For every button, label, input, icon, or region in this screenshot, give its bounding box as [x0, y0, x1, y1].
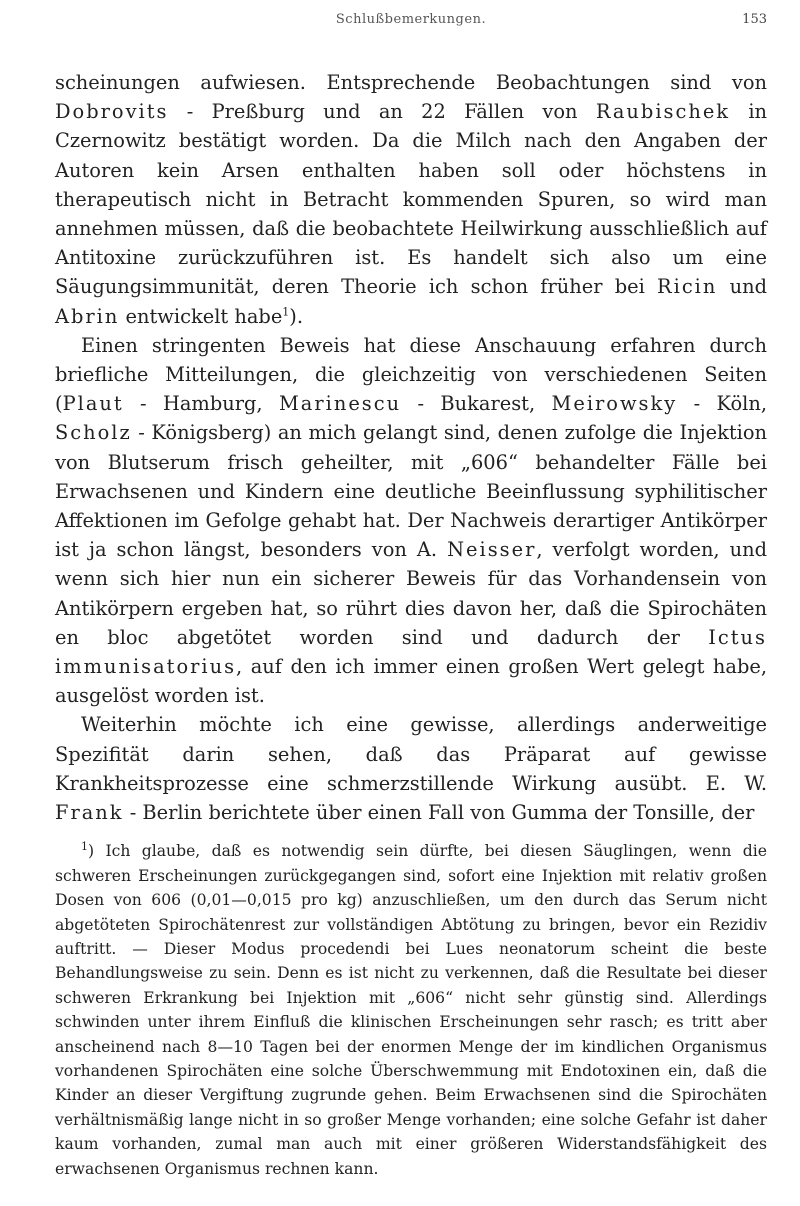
author-name: Scholz	[55, 421, 132, 445]
emphasized-term: Abrin	[55, 304, 120, 328]
author-name: Plaut	[62, 392, 124, 416]
paragraph-2: Einen stringenten Beweis hat diese Anschauung erfahren durch briefliche Mitteilungen, die gleichzeitig von verschiedenen Seiten (Plaut - Hamburg, Marinescu - Bukarest, Meirowsky - Köln, Scholz - Königsberg) an mich gelangt sind, denen zufolge die Injektion von Blutserum frisch geheilter, mit „606“ behandelter Fälle bei Erwachsenen und Kindern eine deutliche Beeinflussung syphilitischer Affektionen im Gefolge gehabt hat. Der Nachweis derartiger Antikörper ist ja schon längst, besonders von A. Neisser, verfolgt worden, und wenn sich hier nun ein sicherer Beweis für das Vorhandensein von Antikörpern ergeben hat, so rührt dies davon her, daß die Spirochäten en bloc abgetötet worden sind und dadurch der Ictus immunisatorius, auf den ich immer einen großen Wert gelegt habe, ausgelöst worden ist.	[55, 333, 768, 708]
footnote-text: ) Ich glaube, daß es notwendig sein dürfte, bei diesen Säuglingen, wenn die schweren Erscheinungen zurückgegangen sind, sofort eine Injektion mit relativ großen Dosen von 606 (0,01—0,015 pro kg) anzuschließen, um den durch das Serum nicht abgetöteten Spirochätenrest zur vollständigen Abtötung zu bringen, bevor ein Rezidiv auftritt. — Dieser Modus procedendi bei Lues neonatorum scheint die beste Behandlungsweise zu sein. Denn es ist nicht zu verkennen, daß die Resultate bei dieser schweren Erkrankung bei Injektion mit „606“ nicht sehr günstig sind. Allerdings schwinden unter ihrem Einfluß die klinischen Erscheinungen sehr rasch; es tritt aber anscheinend nach 8—10 Tagen bei der enormen Menge der im kindlichen Organismus vorhandenen Spirochäten eine solche Überschwemmung mit Endotoxinen ein, daß die Kinder an dieser Vergiftung zugrunde gehen. Beim Erwachsenen sind die Spirochäten verhältnismäßig lange nicht in so großer Menge vorhanden; eine solche Gefahr ist daher kaum vorhanden, zumal man auch mit einer größeren Widerstandsfähigkeit des erwachsenen Organismus rechnen kann.	[55, 842, 767, 1178]
running-head	[55, 12, 767, 34]
author-name: Neisser	[447, 538, 537, 562]
book-page	[55, 12, 767, 1181]
footnote-marker: 1	[81, 840, 88, 854]
emphasized-term: Ricin	[657, 275, 718, 299]
author-name: Raubischek	[595, 100, 731, 124]
page-number: 153	[742, 12, 767, 27]
paragraph-3: Weiterhin möchte ich eine gewisse, allerdings anderweitige Spezifität darin sehen, daß das Präparat auf gewisse Krankheitsprozesse eine schmerzstillende Wirkung ausübt. E. W. Frank - Berlin berichtete über einen Fall von Gumma der Tonsille, der	[55, 713, 767, 825]
running-title: Schlußbemerkungen.	[335, 12, 487, 27]
emphasized-term: Ictus immunisatorius	[55, 625, 767, 679]
footnote-section	[55, 839, 767, 1181]
author-name: Dobrovits	[55, 100, 169, 124]
author-name: Marinescu	[278, 392, 402, 416]
footnote-1	[55, 839, 767, 1181]
main-text	[55, 68, 767, 827]
author-name: Frank	[55, 801, 124, 825]
footnote-reference: 1	[282, 305, 290, 319]
paragraph-1: scheinungen aufwiesen. Entsprechende Beobachtungen sind von Dobrovits - Preßburg und an 22 Fällen von Raubischek in Czernowitz bestätigt worden. Da die Milch nach den Angaben der Autoren kein Arsen enthalten haben soll oder höchstens in therapeutisch nicht in Betracht kommenden Spuren, so wird man annehmen müssen, daß die beobachtete Heilwirkung ausschließlich auf Antitoxine zurückzuführen ist. Es handelt sich also um eine Säugungsimmunität, deren Theorie ich schon früher bei Ricin und Abrin entwickelt habe$^1$).	[55, 71, 768, 328]
author-name: Meirowsky	[551, 392, 678, 416]
